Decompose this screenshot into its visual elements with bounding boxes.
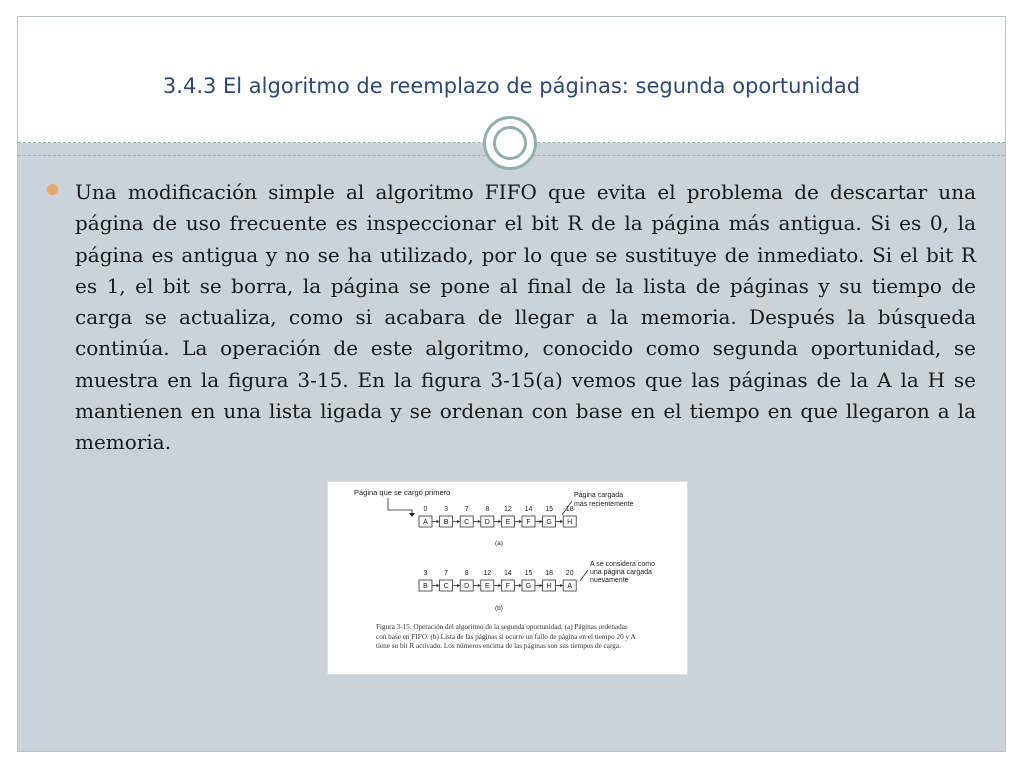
page-letter-b: E: [484, 583, 490, 591]
page-letter-a: G: [546, 519, 552, 527]
page-letter-b: C: [443, 583, 449, 591]
page-letter-a: H: [567, 519, 573, 527]
page-letter-a: E: [505, 519, 511, 527]
page-link-arrowhead-a: [478, 520, 481, 523]
page-link-arrowhead-a: [560, 520, 563, 523]
recent-label-line-1: Página cargada: [574, 492, 624, 499]
page-letter-b: D: [464, 583, 470, 591]
page-link-arrowhead-a: [519, 520, 522, 523]
ring-ornament-icon: [483, 116, 537, 170]
load-time-a: 12: [504, 506, 512, 513]
load-time-b: 7: [444, 570, 449, 577]
page-link-arrowhead-b: [519, 584, 522, 587]
bullet-dot-icon: [47, 184, 58, 195]
load-time-a: 7: [464, 506, 469, 513]
page-letter-a: D: [484, 519, 490, 527]
load-time-b: 14: [504, 570, 512, 577]
page-letter-a: F: [526, 519, 531, 527]
first-loaded-arrow: [388, 498, 412, 515]
load-time-b: 18: [545, 570, 553, 577]
load-time-a: 18: [565, 506, 574, 513]
load-time-a: 3: [444, 506, 449, 513]
page-letter-a: B: [443, 519, 449, 527]
note-label-line-3: nuevamente: [590, 577, 629, 584]
note-label-line-1: A se considera como: [590, 561, 655, 568]
page-letter-a: C: [464, 519, 470, 527]
page-link-arrowhead-b: [457, 584, 460, 587]
page-link-arrowhead-b: [560, 584, 563, 587]
page-link-arrowhead-b: [540, 584, 543, 587]
note-label-pointer: [580, 570, 588, 581]
first-loaded-label: Página que se cargó primero: [354, 488, 451, 497]
body-paragraph: Una modificación simple al algoritmo FIFO que evita el problema de descartar una página de uso frecuente es inspeccionar el bit R de la página más antigua. Si es 0, la página es antigua y no se ha utilizado, por lo que se sustituye de inmediato. Si el bit R es 1, el bit se borra, la página se pone al final de la lista de páginas y su tiempo de carga se actualiza, como si acabara de llegar a la memoria. Después la búsqueda continúa. La operación de este algoritmo, conocido como segunda oportunidad, se muestra en la figura 3-15. En la figura 3-15(a) vemos que las páginas de la A la H se mantienen en una lista ligada y se ordenan con base en el tiempo en que llegaron a la memoria.: [75, 180, 976, 455]
note-label-line-2: una página cargada: [590, 569, 652, 576]
load-time-a: 15: [545, 506, 553, 513]
load-time-b: 15: [524, 570, 533, 577]
load-time-a: 8: [485, 506, 490, 513]
page-letter-a: A: [423, 519, 428, 527]
load-time-b: 12: [483, 570, 492, 577]
page-link-arrowhead-a: [457, 520, 460, 523]
page-link-arrowhead-a: [498, 520, 501, 523]
slide-title: 3.4.3 El algoritmo de reemplazo de páginas: segunda oportunidad: [162, 74, 861, 98]
figure-caption: Figura 3-15. Operación del algoritmo de la segunda oportunidad. (a) Páginas ordenadas con base en FIFO. (b) Lista de las páginas si ocurre un fallo de página en el tiempo 20 y A tiene su bit R activado. Los números encima de las páginas son sus tiempos de carga.: [376, 623, 636, 651]
page-link-arrowhead-a: [540, 520, 543, 523]
figure-3-15: [327, 481, 688, 675]
load-time-a: 0: [423, 506, 428, 513]
load-time-b: 8: [464, 570, 469, 577]
recent-label-line-2: más recientemente: [574, 501, 634, 508]
page-letter-b: H: [546, 583, 552, 591]
load-time-b: 3: [423, 570, 428, 577]
page-link-arrowhead-b: [478, 584, 481, 587]
figure-label-a: (a): [495, 540, 503, 547]
page-list-a: [419, 506, 576, 527]
load-time-b: 20: [565, 570, 574, 577]
page-letter-b: F: [505, 583, 511, 591]
page-letter-b: G: [525, 583, 532, 591]
page-link-arrowhead-b: [498, 584, 501, 587]
first-loaded-arrowhead: [409, 513, 415, 517]
page-list-b: [419, 570, 576, 591]
page-letter-b: B: [423, 583, 428, 591]
page-link-arrowhead-a: [437, 520, 440, 523]
page-link-arrowhead-b: [437, 584, 440, 587]
figure-label-b: (b): [495, 605, 503, 612]
load-time-a: 14: [524, 506, 533, 513]
page-letter-b: A: [567, 583, 573, 591]
ring-inner: [493, 126, 527, 160]
